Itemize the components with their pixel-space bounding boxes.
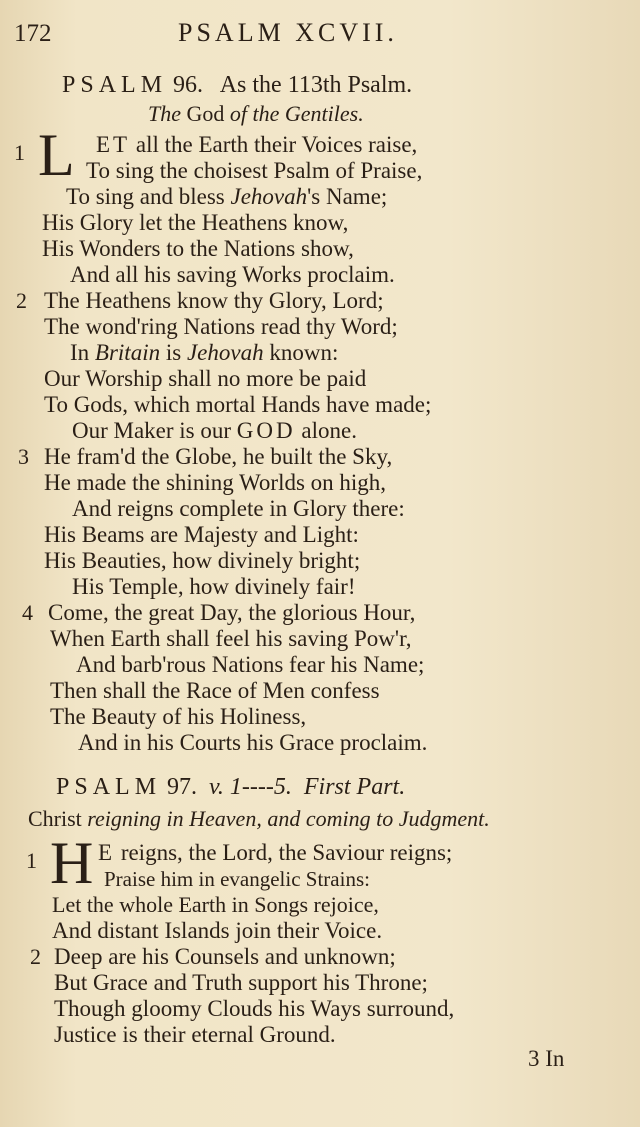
verse-line [96, 132, 417, 158]
verse-line: And in his Courts his Grace proclaim. [78, 730, 428, 755]
line-text: alone. [295, 418, 357, 443]
subtitle-part-1: The [148, 101, 181, 126]
verse-line [98, 840, 452, 866]
psalm-97-part: First Part. [303, 774, 406, 800]
verse-line: To Gods, which mortal Hands have made; [44, 392, 432, 417]
verse-line: His Beams are Majesty and Light: [44, 522, 359, 547]
verse-line: He made the shining Worlds on high, [44, 470, 387, 495]
line-text: known: [263, 340, 339, 365]
verse-line: His Glory let the Heathens know, [42, 210, 349, 235]
page-number: 172 [14, 20, 52, 47]
verse-line: The Beauty of his Holiness, [50, 704, 307, 729]
verse-line: And reigns complete in Glory there: [72, 496, 405, 521]
verse-number: 1 [26, 848, 37, 873]
psalm-96-title: PSALM [62, 72, 168, 98]
verse-line: The wond'ring Nations read thy Word; [44, 314, 398, 339]
drop-cap: H [50, 830, 94, 896]
psalm-96-subtitle [148, 101, 364, 127]
psalm-96-tune: As the 113th Psalm. [219, 72, 413, 98]
line-text: 's Name; [307, 184, 388, 209]
verse-line: Let the whole Earth in Songs rejoice, [52, 892, 379, 917]
small-caps-god: GOD [236, 418, 296, 443]
subtitle-part-2: God [186, 101, 225, 126]
verse-line: His Wonders to the Nations show, [42, 236, 354, 261]
psalm-96-heading [62, 72, 412, 99]
subtitle-part-3: of the Gentiles. [229, 101, 364, 126]
psalm-97-verses: v. 1----5. [209, 774, 292, 800]
verse-line: To sing the choisest Psalm of Praise, [86, 158, 423, 183]
verse-line: And all his saving Works proclaim. [70, 262, 395, 287]
verse-line: Our Worship shall no more be paid [44, 366, 367, 391]
italic-name: Jehovah [186, 340, 264, 365]
verse-line: When Earth shall feel his saving Pow'r, [50, 626, 412, 651]
verse-line: Deep are his Counsels and unknown; [54, 944, 396, 969]
verse-line: His Beauties, how divinely bright; [44, 548, 361, 573]
verse-line: Praise him in evangelic Strains: [104, 867, 370, 891]
verse-line: He fram'd the Globe, he built the Sky, [44, 444, 393, 469]
running-title: PSALM XCVII. [178, 18, 398, 47]
verse-line [72, 418, 357, 444]
psalm-97-heading [56, 774, 405, 801]
psalm-97-subtitle [28, 806, 490, 832]
subtitle-part-1: Christ [28, 806, 82, 831]
verse-number: 2 [30, 944, 41, 969]
psalm-97-title: PSALM [56, 774, 162, 800]
catchword: 3 In [528, 1046, 565, 1071]
running-head [0, 18, 640, 48]
verse-number: 2 [16, 288, 27, 313]
verse-line: The Heathens know thy Glory, Lord; [44, 288, 384, 313]
line-text: Our Maker is our [72, 418, 237, 443]
psalm-97-number: 97. [167, 774, 198, 800]
verse-line: Then shall the Race of Men confess [50, 678, 380, 703]
verse-line: Come, the great Day, the glorious Hour, [48, 600, 416, 625]
verse-line: And barb'rous Nations fear his Name; [76, 652, 425, 677]
verse-line: Justice is their eternal Ground. [54, 1022, 336, 1047]
verse-number: 4 [22, 600, 33, 625]
verse-number: 3 [18, 444, 29, 469]
verse-line [66, 184, 387, 210]
psalm-96-number: 96. [173, 72, 204, 98]
italic-name: Jehovah [230, 184, 308, 209]
italic-name: Britain [94, 340, 161, 365]
verse-line [70, 340, 338, 366]
caps-rest: E [98, 840, 116, 865]
drop-cap: L [38, 122, 75, 188]
verse-line: But Grace and Truth support his Throne; [54, 970, 428, 995]
line-text: is [160, 340, 187, 365]
line-text: reigns, the Lord, the Saviour reigns; [115, 840, 453, 865]
verse-number: 1 [14, 140, 25, 165]
verse-line: His Temple, how divinely fair! [72, 574, 356, 599]
subtitle-part-2: reigning in Heaven, and coming to Judgment. [87, 806, 490, 831]
verse-line: And distant Islands join their Voice. [52, 918, 383, 943]
line-text: all the Earth their Voices raise, [130, 132, 418, 157]
caps-rest: ET [96, 132, 131, 157]
verse-line: Though gloomy Clouds his Ways surround, [54, 996, 455, 1021]
line-text: To sing and bless [66, 184, 231, 209]
line-text: In [70, 340, 95, 365]
